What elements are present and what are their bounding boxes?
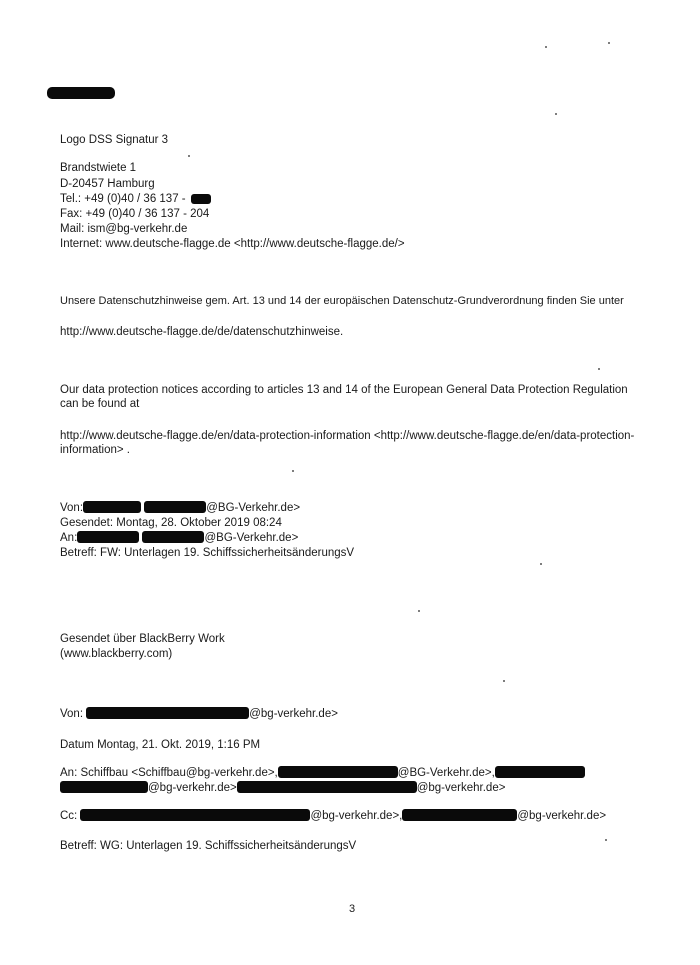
redaction-bar <box>237 781 417 793</box>
email2-subject: Betreff: WG: Unterlagen 19. SchiffssicherheitsänderungsV <box>60 840 357 852</box>
email1-sent: Gesendet: Montag, 28. Oktober 2019 08:24 <box>60 517 282 529</box>
page-number: 3 <box>349 903 356 915</box>
email2-cc-label: Cc: <box>60 810 78 822</box>
logo-line: Logo DSS Signatur 3 <box>60 134 169 146</box>
email2-to-domain1: @BG-Verkehr.de>, <box>397 767 495 779</box>
scan-speck <box>503 680 505 682</box>
telephone-text: Tel.: +49 (0)40 / 36 137 - <box>60 193 186 205</box>
privacy-text-en: Our data protection notices according to articles 13 and 14 of the European General Data Protection Regulation can be found at <box>60 384 628 410</box>
redaction-bar <box>142 531 204 543</box>
internet: Internet: www.deutsche-flagge.de <http://www.deutsche-flagge.de/> <box>60 238 405 250</box>
privacy-url-en: http://www.deutsche-flagge.de/en/data-protection-information <http://www.deutsche-flagge.de/en/data-protection-information> . <box>60 430 635 456</box>
email2-cc-domain2: @bg-verkehr.de> <box>517 810 607 822</box>
email2-cc <box>60 809 606 823</box>
email2-to-prefix: An: Schiffbau <Schiffbau@bg-verkehr.de>, <box>60 767 278 779</box>
redaction-bar <box>60 781 148 793</box>
email2-to-cont <box>60 781 505 795</box>
email2-from-domain: @bg-verkehr.de> <box>249 708 338 720</box>
email2-to-domain2: @bg-verkehr.de> <box>148 782 237 794</box>
email2-to <box>60 766 585 780</box>
email2-to-domain3: @bg-verkehr.de> <box>416 782 506 794</box>
fax: Fax: +49 (0)40 / 36 137 - 204 <box>60 208 210 220</box>
email1-from <box>60 501 300 515</box>
scan-speck <box>545 46 547 48</box>
telephone <box>60 192 211 206</box>
scan-speck <box>598 368 600 370</box>
redaction-bar <box>402 809 517 821</box>
email2-date: Datum Montag, 21. Okt. 2019, 1:16 PM <box>60 739 261 751</box>
redaction-bar <box>144 501 206 513</box>
redaction-bar <box>191 194 211 204</box>
email2-from-label: Von: <box>60 708 84 720</box>
email1-to-domain: @BG-Verkehr.de> <box>204 532 299 544</box>
scan-speck <box>540 563 542 565</box>
redaction-bar <box>80 809 310 821</box>
mail: Mail: ism@bg-verkehr.de <box>60 223 188 235</box>
blackberry-line2: (www.blackberry.com) <box>60 648 173 660</box>
scan-speck <box>292 470 294 472</box>
redaction-bar <box>77 531 139 543</box>
email2-cc-domain1: @bg-verkehr.de>, <box>310 810 403 822</box>
scan-speck <box>605 839 607 841</box>
email1-to-label: An: <box>60 532 78 544</box>
privacy-text-de: Unsere Datenschutzhinweise gem. Art. 13 und 14 der europäischen Datenschutz-Grundverordnung finden Sie unter <box>60 295 624 307</box>
redaction-bar <box>47 87 115 99</box>
redaction-bar <box>278 766 398 778</box>
redaction-bar <box>86 707 249 719</box>
scan-speck <box>418 610 420 612</box>
redaction-bar <box>495 766 585 778</box>
address-street: Brandstwiete 1 <box>60 162 137 174</box>
address-city: D-20457 Hamburg <box>60 178 155 190</box>
redaction-bar <box>83 501 141 513</box>
email1-from-domain: @BG-Verkehr.de> <box>206 502 301 514</box>
email2-from <box>60 707 338 721</box>
email1-subject: Betreff: FW: Unterlagen 19. SchiffssicherheitsänderungsV <box>60 547 355 559</box>
blackberry-line1: Gesendet über BlackBerry Work <box>60 633 225 645</box>
email1-from-label: Von: <box>60 502 84 514</box>
privacy-url-de: http://www.deutsche-flagge.de/de/datenschutzhinweise. <box>60 326 344 338</box>
email1-to <box>60 531 298 545</box>
scan-speck <box>608 42 610 44</box>
scan-speck <box>188 155 190 157</box>
scan-speck <box>555 113 557 115</box>
